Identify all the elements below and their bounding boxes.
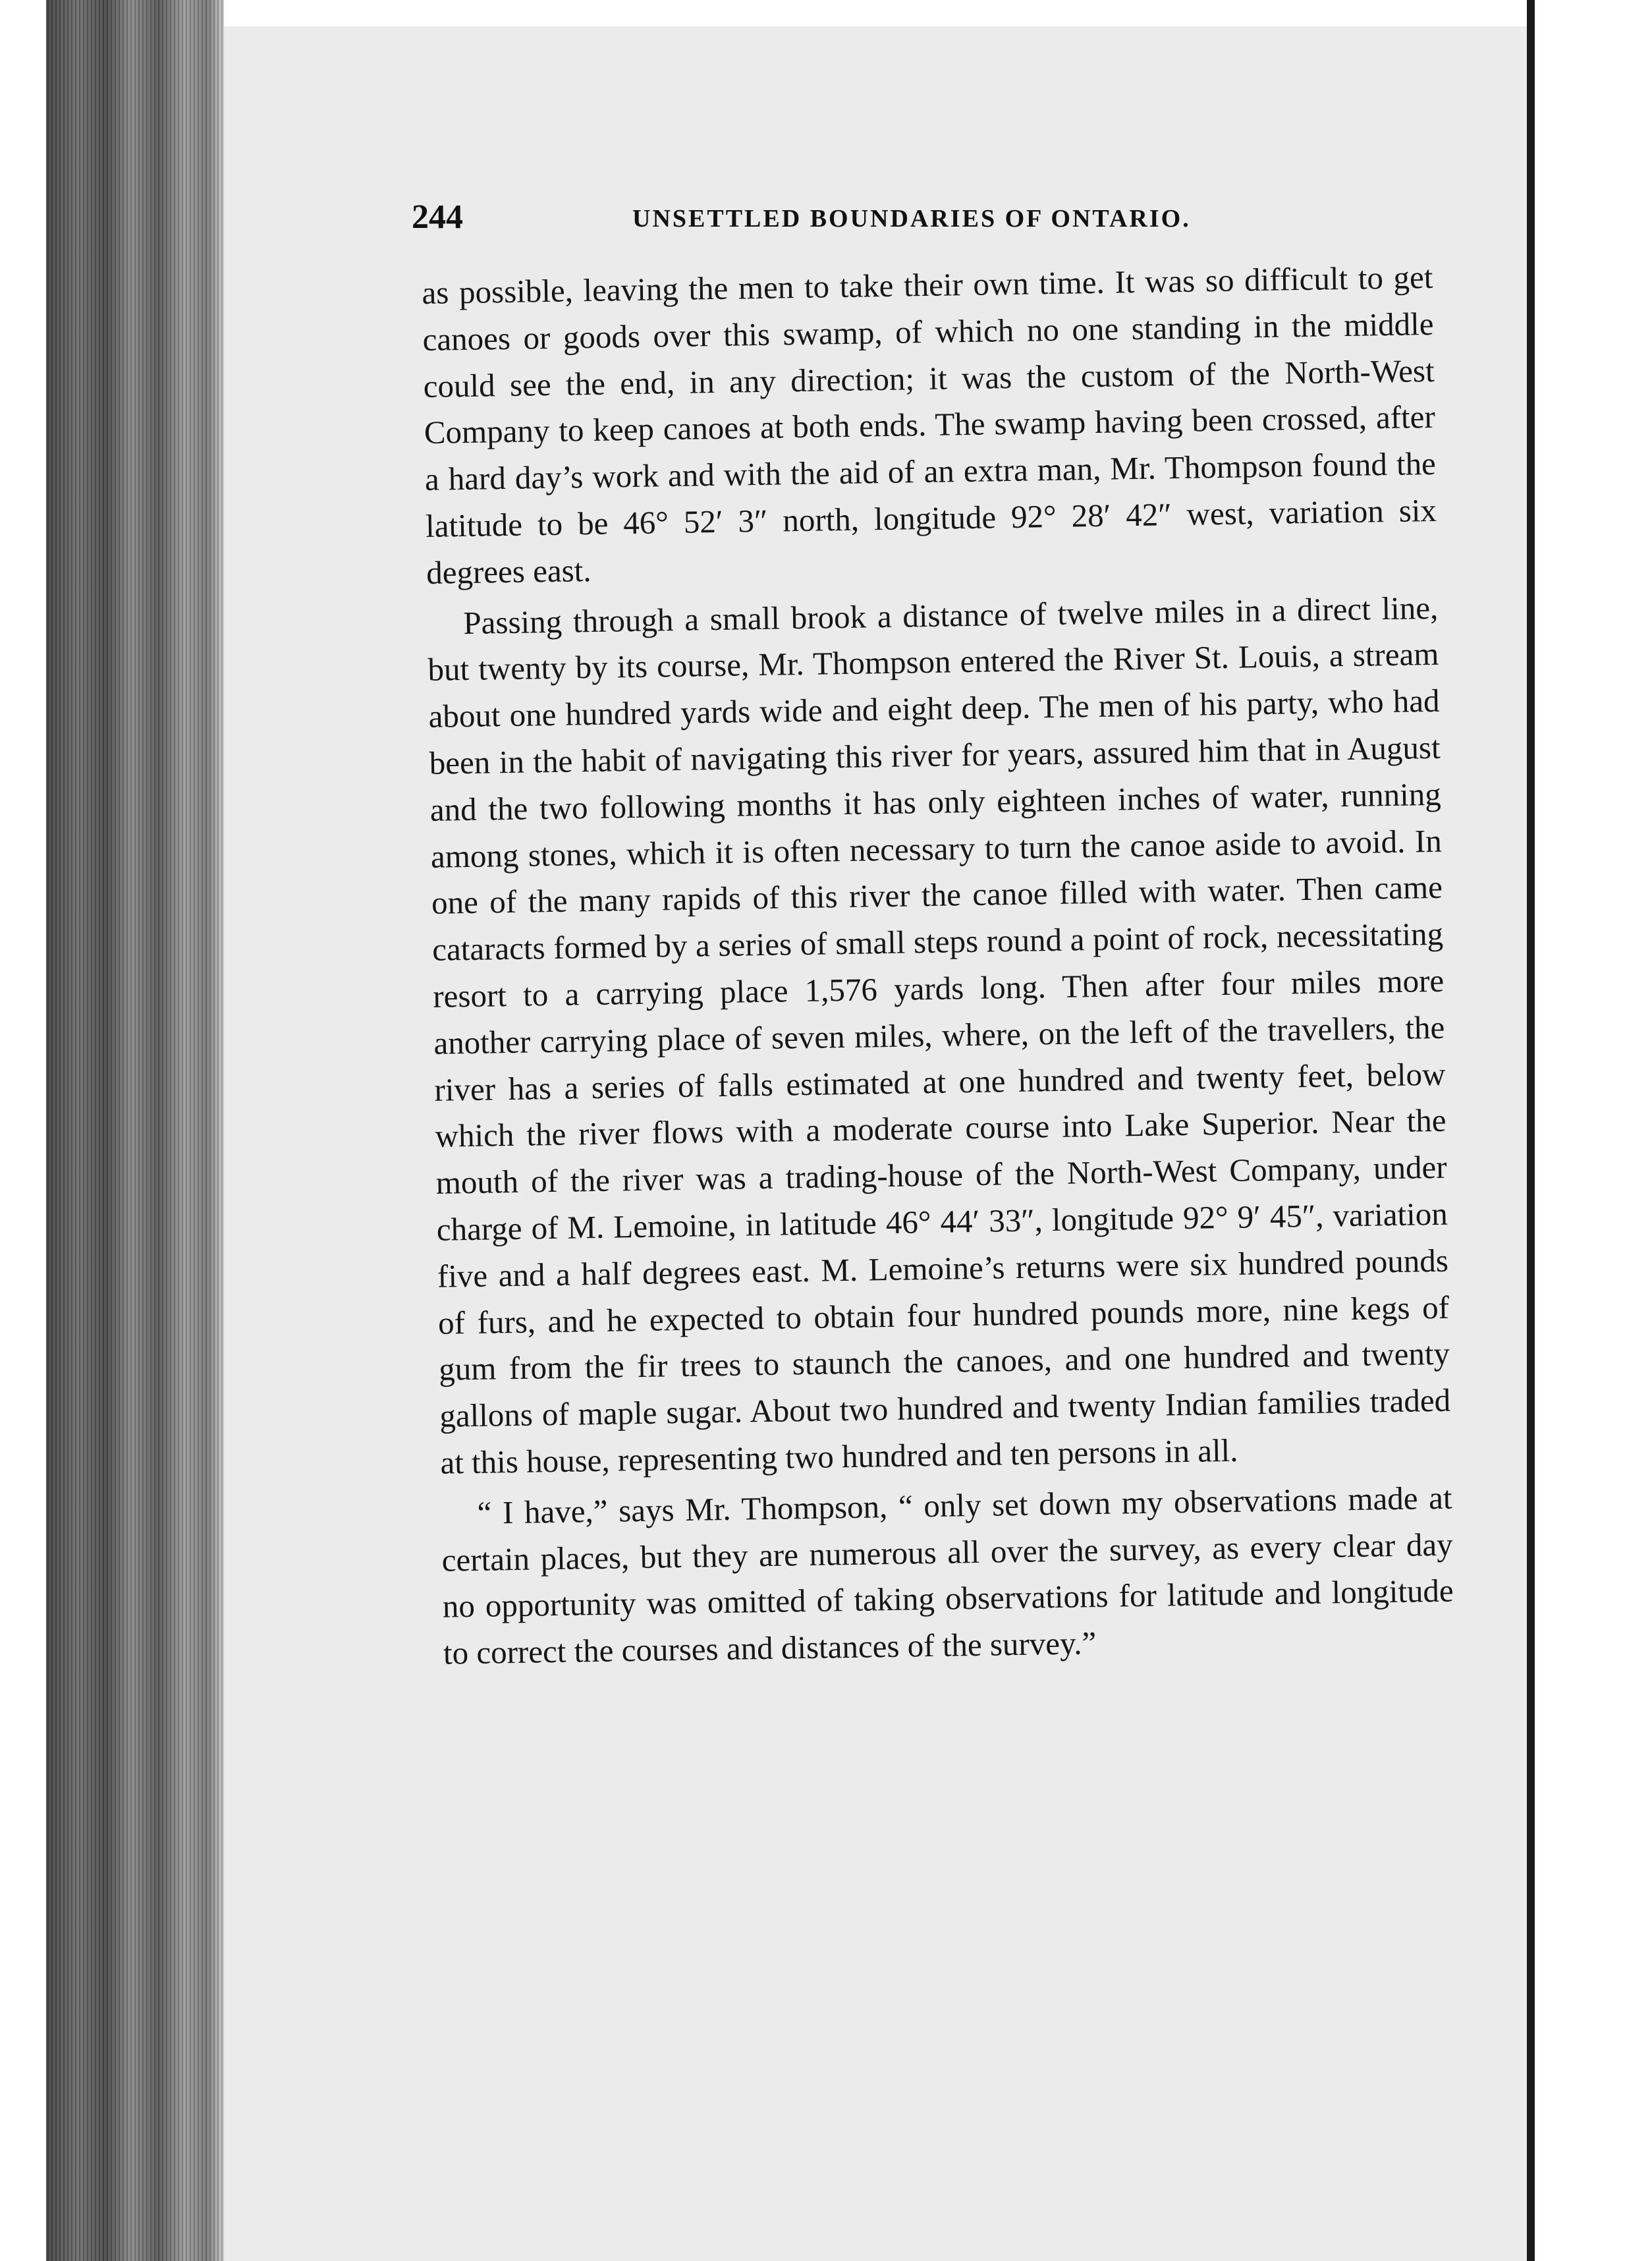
body-text	[422, 254, 1454, 1677]
facing-page-edge	[1527, 0, 1535, 2261]
running-title: UNSETTLED BOUNDARIES OF ONTARIO.	[632, 205, 1191, 233]
facing-page-margin	[1535, 0, 1652, 2261]
page-top-margin	[224, 0, 1528, 26]
running-head	[412, 198, 1413, 250]
book-page-edges	[0, 0, 224, 2261]
paragraph-1: as possible, leaving the men to take their own time. It was so difficult to get canoes or goods over this swamp, of which no one standing in the middle could see the end, in any direction; it was the custom of the North-West Company to keep canoes at both ends. The swamp having been crossed, after a hard day’s work and with the aid of an extra man, Mr. Thompson found the latitude to be 46° 52′ 3″ north, longitude 92° 28′ 42″ west, variation six degrees east.	[422, 258, 1437, 591]
page-number: 244	[412, 198, 463, 236]
paragraph-3: “ I have,” says Mr. Thompson, “ only set down my observations made at certain places, but they are numerous all over the survey, as every clear day no opportunity was omitted of taking observations for latitude and longitude to correct the courses and distances of the survey.”	[441, 1479, 1454, 1671]
paragraph-2: Passing through a small brook a distance of twelve miles in a direct line, but twenty by its course, Mr. Thompson entered the River St. Louis, a stream about one hundred yards wide and eight deep. The men of his party, who had been in the habit of navigating this river for years, assured him that in August and the two following months it has only eighteen inches of water, running among stones, which it is often necessary to turn the canoe aside to avoid. In one of the many rapids of this river the canoe filled with water. Then came cataracts formed by a series of small steps round a point of rock, necessitating resort to a carrying place 1,576 yards long. Then after four miles more another carrying place of seven miles, where, on the left of the travellers, the river has a series of falls estimated at one hundred and twenty feet, below which the river flows with a moderate course into Lake Superior. Near the mouth of the river was a trading-house of the North-West Company, under charge of M. Lemoine, in latitude 46° 44′ 33″, longitude 92° 9′ 45″, variation five and a half degrees east. M. Lemoine’s returns were six hundred pounds of furs, and he expected to obtain four hundred pounds more, nine kegs of gum from the fir trees to staunch the canoes, and one hundred and twenty gallons of maple sugar. About two hundred and twenty Indian families traded at this house, representing two hundred and ten persons in all.	[427, 589, 1451, 1481]
